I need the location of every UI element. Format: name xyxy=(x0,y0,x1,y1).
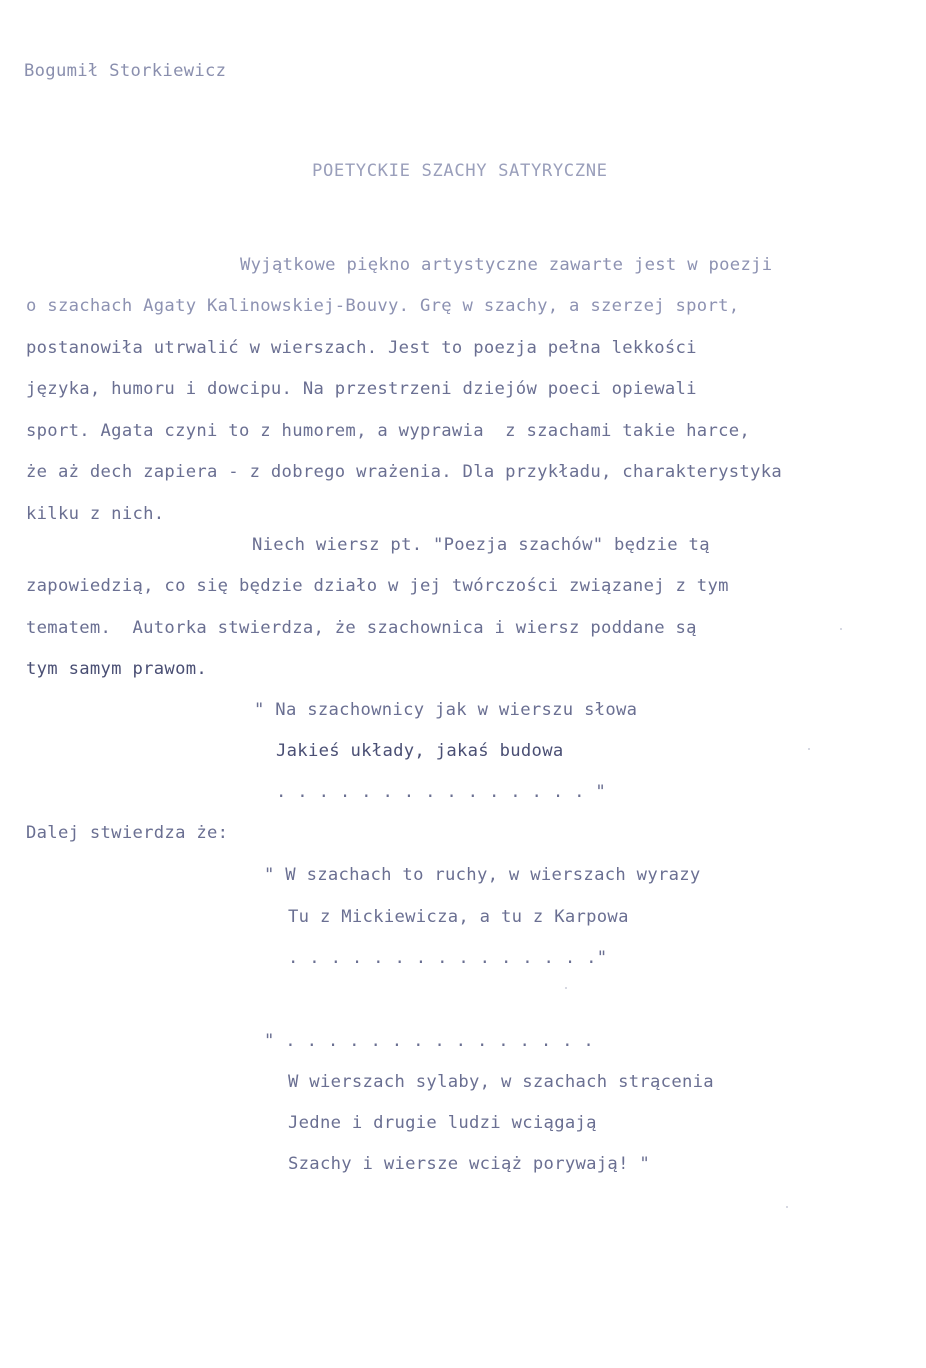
quote-2-ellipsis: . . . . . . . . . . . . . . ." xyxy=(288,948,608,968)
author-name: Bogumił Storkiewicz xyxy=(24,61,227,81)
scan-speck xyxy=(565,987,567,989)
paragraph-1-line-2: o szachach Agaty Kalinowskiej-Bouvy. Grę w szachy, a szerzej sport, xyxy=(26,296,740,316)
paragraph-2-line-4: tym samym prawom. xyxy=(26,659,208,679)
quote-3-line-3: Jedne i drugie ludzi wciągają xyxy=(288,1113,597,1133)
paragraph-1-line-4: języka, humoru i dowcipu. Na przestrzeni dziejów poeci opiewali xyxy=(26,379,697,399)
scan-speck xyxy=(808,748,810,750)
paragraph-1-line-5: sport. Agata czyni to z humorem, a wyprawia z szachami takie harce, xyxy=(26,421,751,441)
quote-3-line-4: Szachy i wiersze wciąż porywają! " xyxy=(288,1154,651,1174)
scan-speck xyxy=(786,1206,788,1208)
continuation-text: Dalej stwierdza że: xyxy=(26,823,229,843)
quote-2-line-2: Tu z Mickiewicza, a tu z Karpowa xyxy=(288,907,629,927)
paragraph-1-line-7: kilku z nich. xyxy=(26,504,165,524)
paragraph-1-line-1: Wyjątkowe piękno artystyczne zawarte jest w poezji xyxy=(240,255,773,275)
document-title: POETYCKIE SZACHY SATYRYCZNE xyxy=(312,161,608,181)
quote-1-line-1: " Na szachownicy jak w wierszu słowa xyxy=(254,700,638,720)
quote-3-line-2: W wierszach sylaby, w szachach strącenia xyxy=(288,1072,714,1092)
paragraph-2-line-1: Niech wiersz pt. "Poezja szachów" będzie tą xyxy=(252,535,710,555)
quote-1-line-2: Jakieś układy, jakaś budowa xyxy=(276,741,564,761)
paragraph-2-line-3: tematem. Autorka stwierdza, że szachownica i wiersz poddane są xyxy=(26,618,697,638)
scan-speck xyxy=(840,628,842,630)
paragraph-2-line-2: zapowiedzią, co się będzie działo w jej twórczości związanej z tym xyxy=(26,576,729,596)
quote-2-line-1: " W szachach to ruchy, w wierszach wyrazy xyxy=(264,865,701,885)
quote-1-ellipsis: . . . . . . . . . . . . . . . " xyxy=(276,782,607,802)
paragraph-1-line-3: postanowiła utrwalić w wierszach. Jest to poezja pełna lekkości xyxy=(26,338,697,358)
paragraph-1-line-6: że aż dech zapiera - z dobrego wrażenia. Dla przykładu, charakterystyka xyxy=(26,462,782,482)
quote-3-line-1: " . . . . . . . . . . . . . . . xyxy=(264,1031,595,1051)
